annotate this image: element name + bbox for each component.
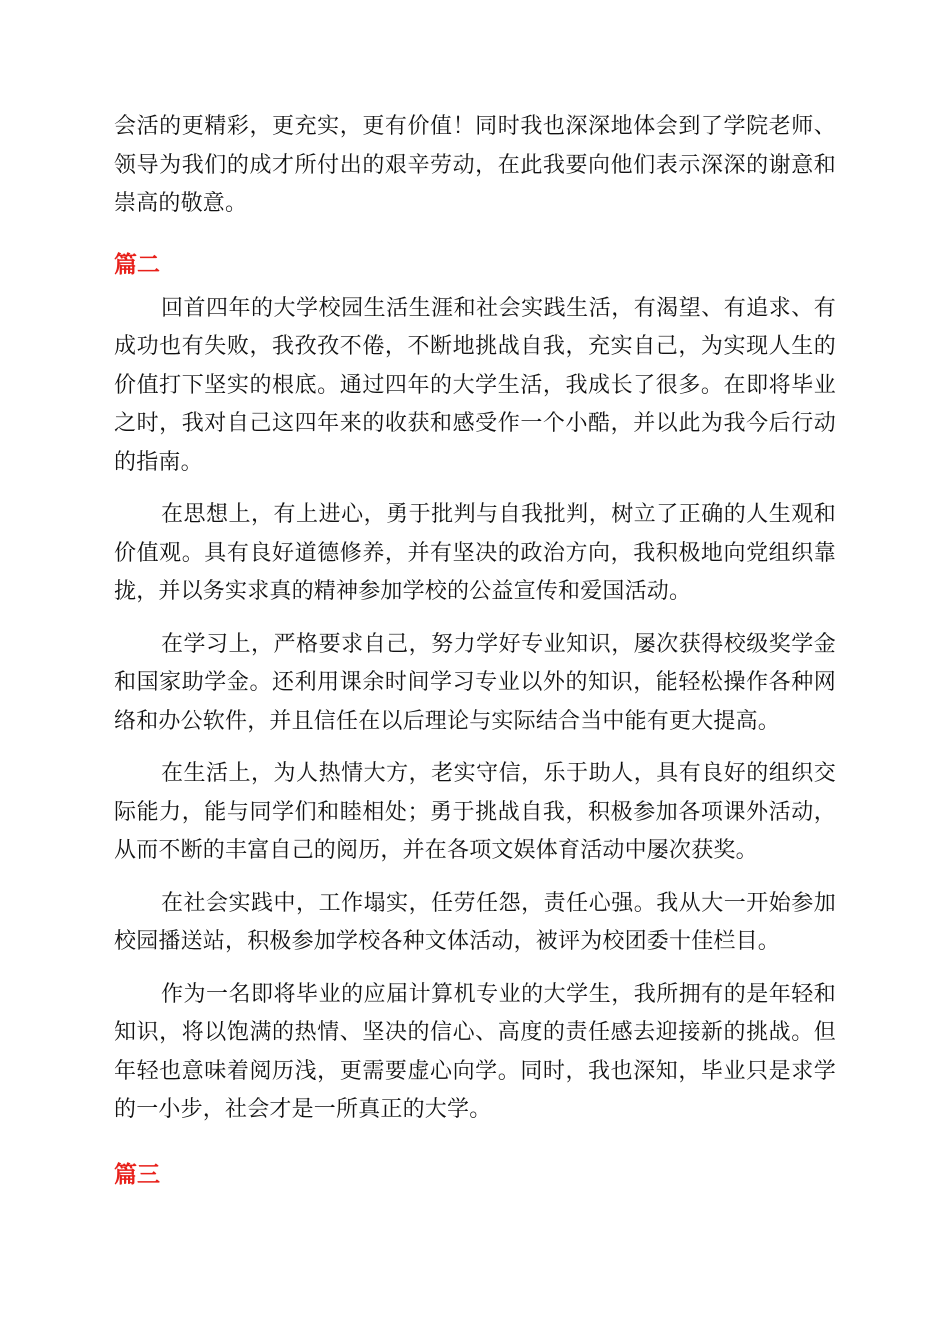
document-body — [114, 108, 836, 1194]
paragraph-reflection: 回首四年的大学校园生活生涯和社会实践生活，有渴望、有追求、有成功也有失败，我孜孜不倦，不断地挑战自我，充实自己，为实现人生的价值打下坚实的根底。通过四年的大学生活，我成长了很多。在即将毕业之时，我对自己这四年来的收获和感受作一个小酷，并以此为我今后行动的指南。 — [114, 295, 836, 475]
lead-paragraph: 会活的更精彩，更充实，更有价值！同时我也深深地体会到了学院老师、领导为我们的成才所付出的艰辛劳动，在此我要向他们表示深深的谢意和崇高的敬意。 — [114, 114, 836, 216]
paragraph-study: 在学习上，严格要求自己，努力学好专业知识，屡次获得校级奖学金和国家助学金。还利用课余时间学习专业以外的知识，能轻松操作各种网络和办公软件，并且信任在以后理论与实际结合当中能有更大提高。 — [114, 631, 836, 734]
section-heading-three: 篇三 — [114, 1161, 160, 1188]
section-heading-two: 篇二 — [114, 251, 160, 278]
paragraph-life: 在生活上，为人热情大方，老实守信，乐于助人，具有良好的组织交际能力，能与同学们和睦相处；勇于挑战自我，积极参加各项课外活动，从而不断的丰富自己的阅历，并在各项文娱体育活动中屡次获奖。 — [114, 761, 836, 863]
paragraph-conclusion: 作为一名即将毕业的应届计算机专业的大学生，我所拥有的是年轻和知识，将以饱满的热情、坚决的信心、高度的责任感去迎接新的挑战。但年轻也意味着阅历浅，更需要虚心向学。同时，我也深知，毕业只是求学的一小步，社会才是一所真正的大学。 — [114, 981, 836, 1122]
paragraph-social-practice: 在社会实践中，工作塌实，任劳任怨，责任心强。我从大一开始参加校园播送站，积极参加学校各种文体活动，被评为校团委十佳栏目。 — [114, 890, 836, 954]
paragraph-ideology: 在思想上，有上进心，勇于批判与自我批判，树立了正确的人生观和价值观。具有良好道德修养，并有坚决的政治方向，我积极地向党组织靠拢，并以务实求真的精神参加学校的公益宣传和爱国活动。 — [114, 502, 836, 604]
